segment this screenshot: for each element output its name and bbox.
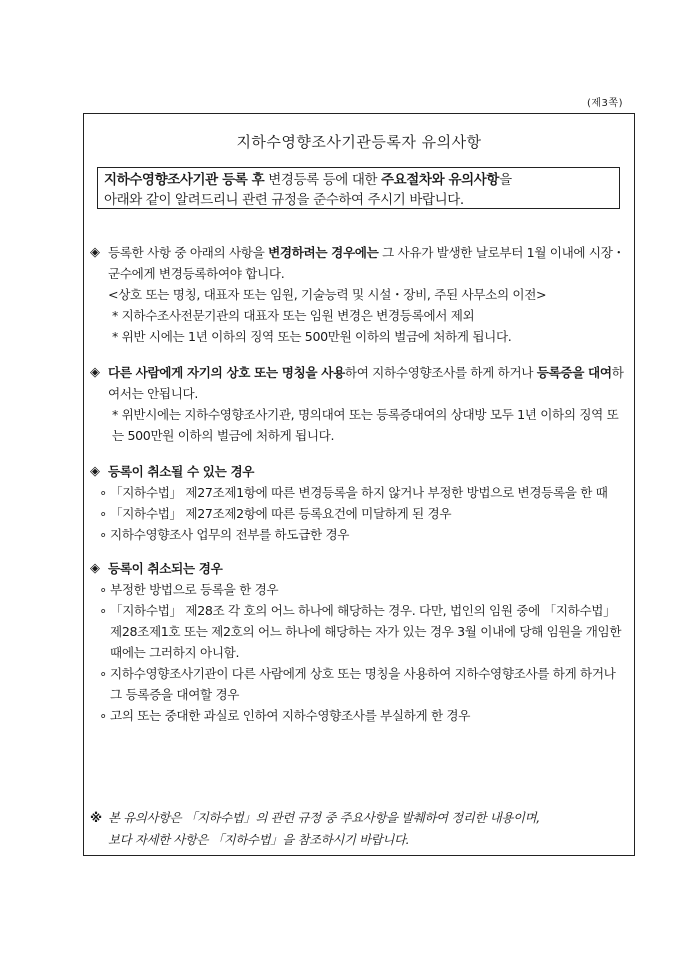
section-2-heading — [90, 362, 626, 404]
s2-text-1: 하여 지하수영향조사를 하게 하거나 — [344, 365, 537, 380]
section-3-title: 등록이 취소될 수 있는 경우 — [108, 464, 255, 479]
list-item — [90, 503, 626, 524]
section-2-note-1: * 위반시에는 지하수영향조사기관, 명의대여 또는 등록증대여의 상대방 모두 1년 이하의 징역 또는 500만원 이하의 벌금에 처하게 됩니다. — [112, 407, 619, 443]
notice-bold-1: 지하수영향조사기관 등록 후 — [104, 172, 265, 188]
list-item-text: 「지하수법」 제27조제2항에 따른 등록요건에 미달하게 된 경우 — [110, 506, 452, 521]
list-item — [90, 600, 626, 663]
spacer — [90, 545, 626, 558]
diamond-bullet-icon: ◈ — [90, 245, 100, 260]
list-item — [90, 579, 626, 600]
spacer — [90, 347, 626, 362]
section-1-text — [108, 242, 626, 284]
section-cancelled — [90, 558, 626, 726]
section-change-registration — [90, 242, 626, 347]
spacer — [90, 446, 626, 461]
diamond-bullet-icon: ◈ — [90, 561, 100, 576]
section-1-items-line: <상호 또는 명칭, 대표자 또는 임원, 기술능력 및 시설・장비, 주된 사무소의 이전> — [108, 287, 547, 302]
section-may-cancel — [90, 461, 626, 545]
section-name-lending — [90, 362, 626, 446]
circle-bullet-icon: ∘ — [99, 527, 107, 542]
notice-line-1 — [104, 170, 617, 190]
list-item-text: 지하수영향조사 업무의 전부를 하도급한 경우 — [110, 527, 350, 542]
list-item-text: 지하수영향조사기관이 다른 사람에게 상호 또는 명칭을 사용하여 지하수영향조사를 하게 하거나 그 등록증을 대여할 경우 — [110, 666, 616, 702]
document-frame — [83, 113, 635, 856]
circle-bullet-icon: ∘ — [99, 582, 107, 597]
section-4-heading — [90, 558, 626, 579]
notice-box — [97, 167, 620, 209]
circle-bullet-icon: ∘ — [99, 603, 107, 618]
circle-bullet-icon: ∘ — [99, 485, 107, 500]
circle-bullet-icon: ∘ — [99, 708, 107, 723]
diamond-bullet-icon: ◈ — [90, 365, 100, 380]
s1-text-2: 그 사유가 발생한 날로부터 1월 이내에 시장・군수에게 변경등록하여야 합니다. — [108, 245, 625, 281]
s1-text-1: 등록한 사항 중 아래의 사항을 — [108, 245, 269, 260]
circle-bullet-icon: ∘ — [99, 666, 107, 681]
notice-line-2: 아래와 같이 알려드리니 관련 규정을 준수하여 주시기 바랍니다. — [104, 192, 464, 208]
list-item — [90, 524, 626, 545]
footnote-text-1: 본 유의사항은 「지하수법」의 관련 규정 중 주요사항을 발췌하여 정리한 내용이며, — [108, 810, 540, 825]
content-area — [90, 242, 626, 726]
section-4-title: 등록이 취소되는 경우 — [108, 561, 223, 576]
list-item-text: 고의 또는 중대한 과실로 인하여 지하수영향조사를 부실하게 한 경우 — [110, 708, 471, 723]
list-item-text: 부정한 방법으로 등록을 한 경우 — [110, 582, 279, 597]
list-item-text: 「지하수법」 제28조 각 호의 어느 하나에 해당하는 경우. 다만, 법인의 임원 중에 「지하수법」 제28조제1호 또는 제2호의 어느 하나에 해당하는 자가 있는 경우 3월 이내에 당해 임원을 개임한 때에는 그러하지 아니함. — [110, 603, 622, 660]
reference-mark-icon: ※ — [90, 810, 102, 825]
list-item — [90, 705, 626, 726]
footnote-line-1 — [90, 807, 628, 829]
notice-text-1: 변경등록 등에 대한 — [264, 172, 381, 188]
list-item — [90, 663, 626, 705]
list-item — [90, 482, 626, 503]
list-item-text: 「지하수법」 제27조제1항에 따른 변경등록을 하지 않거나 부정한 방법으로 변경등록을 한 때 — [110, 485, 608, 500]
diamond-bullet-icon: ◈ — [90, 464, 100, 479]
notice-text-2: 을 — [499, 172, 512, 188]
page-title: 지하수영향조사기관등록자 유의사항 — [236, 133, 482, 151]
s1-bold-1: 변경하려는 경우에는 — [268, 245, 379, 260]
footnote — [90, 807, 628, 851]
s2-text-2: 하여서는 안됩니다. — [108, 365, 624, 401]
section-1-heading — [90, 242, 626, 284]
circle-bullet-icon: ∘ — [99, 506, 107, 521]
section-1-note-1: * 지하수조사전문기관의 대표자 또는 임원 변경은 변경등록에서 제외 — [112, 308, 475, 323]
s2-bold-1: 다른 사람에게 자기의 상호 또는 명칭을 사용 — [108, 365, 345, 380]
notice-bold-2: 주요절차와 유의사항 — [381, 172, 500, 188]
footnote-text-2: 보다 자세한 사항은 「지하수법」을 참조하시기 바랍니다. — [108, 832, 410, 847]
section-1-note-2: * 위반 시에는 1년 이하의 징역 또는 500만원 이하의 벌금에 처하게 됩니다. — [112, 329, 512, 344]
section-3-heading — [90, 461, 626, 482]
s2-bold-2: 등록증을 대여 — [536, 365, 612, 380]
form-number: (제3쪽) — [587, 98, 623, 109]
section-2-text — [108, 362, 626, 404]
